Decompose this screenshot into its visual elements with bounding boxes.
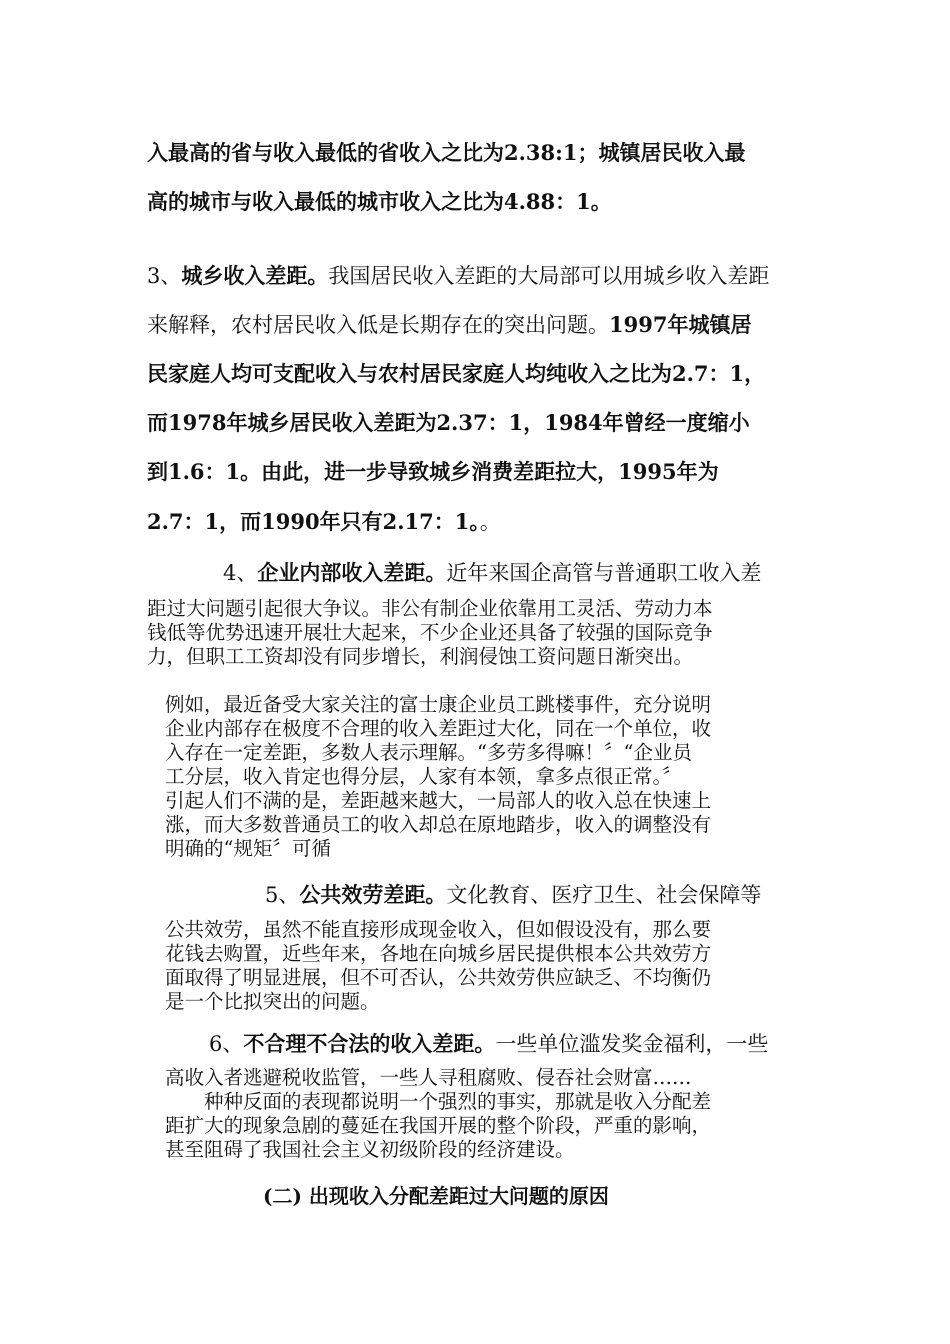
- p3-line-6-tail: 。: [479, 510, 501, 534]
- p5-line-1: [265, 879, 761, 909]
- p5-body: [165, 918, 805, 1014]
- p3-line-6-bold: 2.7：1，而1990年只有2.17：1。: [147, 509, 480, 534]
- p6-line-1: [209, 1028, 768, 1058]
- p6-number: 6、: [209, 1032, 244, 1056]
- p5-body-line: 面取得了明显进展，但不可否认，公共效劳供应缺乏、不均衡仍: [165, 966, 712, 989]
- p3-line-1: [147, 260, 769, 290]
- p3-line-5: 到1.6：1。由此，进一步导致城乡消费差距拉大，1995年为: [147, 459, 719, 484]
- p5-heading: 公共效劳差距。: [299, 882, 447, 907]
- p4-example-line: 工分层，收入肯定也得分层，人家有本领，拿多点很正常。〞: [165, 765, 682, 788]
- p4-body-line: 钱低等优势迅速开展壮大起来，不少企业还具备了较强的国际竞争: [147, 621, 713, 644]
- p4-body-line: 距过大问题引起很大争议。非公有制企业依靠用工灵活、劳动力本: [147, 597, 713, 620]
- p4-example-line: 明确的“规矩〞可循: [165, 837, 331, 860]
- p4-example-line: 企业内部存在极度不合理的收入差距过大化，同在一个单位，收: [165, 717, 712, 740]
- p4-body-line: 力，但职工工资却没有同步增长，利润侵蚀工资问题日渐突出。: [147, 645, 694, 668]
- p3-line-1-text: 我国居民收入差距的大局部可以用城乡收入差距: [328, 264, 770, 288]
- p1-line-1: 入最高的省与收入最低的省收入之比为2.38:1；城镇居民收入最: [147, 140, 746, 165]
- p6-body: [165, 1066, 805, 1162]
- p6-body-line: 高收入者逃避税收监管，一些人寻租腐败、侵吞社会财富……: [165, 1066, 692, 1089]
- p3-line-6: [147, 506, 501, 536]
- p3-number: 3、: [147, 264, 182, 288]
- p4-example-line: 入存在一定差距，多数人表示理解。“多劳多得嘛！〞“企业员: [165, 741, 692, 764]
- p3-line-3: 民家庭人均可支配收入与农村居民家庭人均纯收入之比为2.7：1，: [147, 361, 766, 386]
- p4-example: [165, 693, 805, 861]
- p3-line-4: 而1978年城乡居民收入差距为2.37：1，1984年曾经一度缩小: [147, 410, 750, 435]
- p5-body-line: 花钱去购置，近些年来，各地在向城乡居民提供根本公共效劳方: [165, 942, 712, 965]
- p5-number: 5、: [265, 883, 300, 907]
- p6-line-1-text: 一些单位滥发奖金福利，一些: [495, 1032, 769, 1056]
- p4-example-line: 引起人们不满的是，差距越来越大，一局部人的收入总在快速上: [165, 789, 712, 812]
- p3-line-2: [147, 309, 751, 339]
- p4-example-line: 例如，最近备受大家关注的富士康企业员工跳楼事件，充分说明: [165, 693, 712, 716]
- p6-body-line: 距扩大的现象急剧的蔓延在我国开展的整个阶段，严重的影响，: [165, 1114, 712, 1137]
- p5-body-line: 公共效劳，虽然不能直接形成现金收入，但如假设没有，那么要: [165, 918, 712, 941]
- p4-heading: 企业内部收入差距。: [257, 560, 447, 585]
- p5-body-line: 是一个比拟突出的问题。: [165, 990, 380, 1013]
- p3-line-2-text: 来解释，农村居民收入低是长期存在的突出问题。: [147, 313, 609, 337]
- p5-line-1-text: 文化教育、医疗卫生、社会保障等: [446, 883, 762, 907]
- p4-line-1-text: 近年来国企高管与普通职工收入差: [446, 561, 762, 585]
- p4-example-line: 涨，而大多数普通员工的收入却总在原地踏步，收入的调整没有: [165, 813, 712, 836]
- section-heading: (二) 出现收入分配差距过大问题的原因: [263, 1184, 609, 1208]
- p4-number: 4、: [223, 561, 258, 585]
- p3-line-2-bold: 1997年城镇居: [609, 312, 752, 337]
- p4-body: [147, 597, 807, 669]
- p3-heading: 城乡收入差距。: [181, 263, 329, 288]
- p6-heading: 不合理不合法的收入差距。: [243, 1031, 496, 1056]
- p4-line-1: [223, 557, 761, 587]
- p6-body-line: 甚至阻碍了我国社会主义初级阶段的经济建设。: [165, 1138, 575, 1161]
- p6-body-line: 种种反面的表现都说明一个强烈的事实，那就是收入分配差: [165, 1090, 712, 1113]
- p1-line-2: 高的城市与收入最低的城市收入之比为4.88：1。: [147, 189, 612, 214]
